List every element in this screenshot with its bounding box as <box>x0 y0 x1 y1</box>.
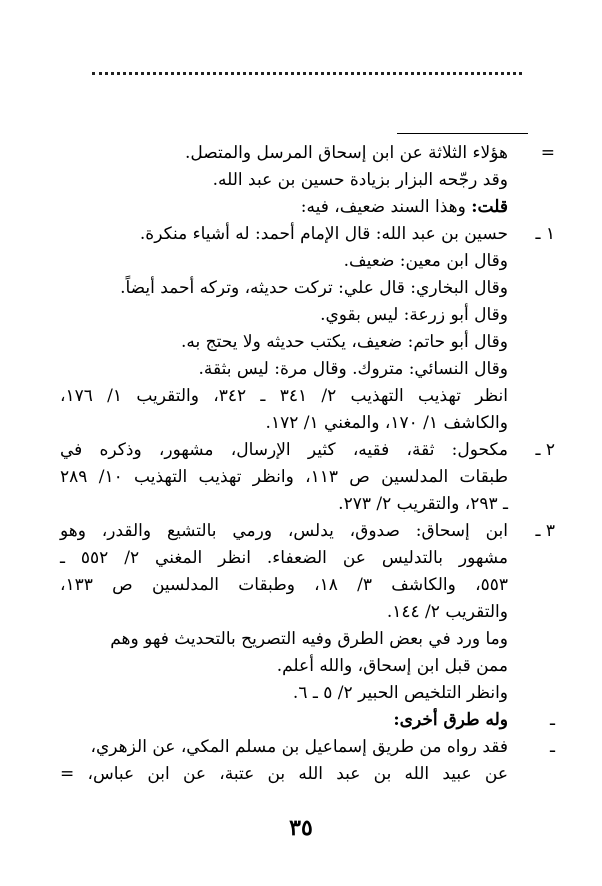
qultu-label: قلت: <box>471 197 508 217</box>
text-line: وانظر التلخيص الحبير ٢/ ٥ ـ ٦. <box>292 683 508 703</box>
item-number-1: ١ ـ <box>535 224 555 244</box>
paragraph-item-2 <box>60 437 555 518</box>
text-line: وله طرق أخرى: <box>393 710 508 730</box>
paragraph-continuation <box>60 140 555 221</box>
text-line: والتقريب ٢/ ١٤٤. <box>386 602 508 622</box>
text-line: وما ورد في بعض الطرق وفيه التصريح بالتحديث فهو وهم <box>110 629 508 649</box>
text-line: والكاشف ١/ ١٧٠، والمغني ١/ ١٧٢. <box>265 413 508 433</box>
text-line: وقال أبو حاتم: ضعيف، يكتب حديثه ولا يحتج به. <box>181 332 508 352</box>
text-line: هؤلاء الثلاثة عن ابن إسحاق المرسل والمتصل. <box>185 143 508 163</box>
text-line: طبقات المدلسين ص ١١٣، وانظر تهذيب التهذيب ١٠/ ٢٨٩ <box>60 467 508 487</box>
text-line: ٥٥٣، والكاشف ٣/ ١٨، وطبقات المدلسين ص ١٣٣، <box>60 575 508 595</box>
paragraph-other-routes <box>60 707 555 734</box>
text-line: مكحول: ثقة، فقيه، كثير الإرسال، مشهور، وذكره في <box>60 440 508 460</box>
dotted-separator <box>92 72 522 75</box>
text-line: حسين بن عبد الله: قال الإمام أحمد: له أشياء منكرة. <box>139 224 508 244</box>
text-line: ممن قبل ابن إسحاق، والله أعلم. <box>276 656 508 676</box>
text-line: ابن إسحاق: صدوق، يدلس، ورمي بالتشيع والقدر، وهو <box>60 521 508 541</box>
paragraph-item-3 <box>60 518 555 707</box>
text-line: وقد رجّحه البزار بزيادة حسين بن عبد الله. <box>212 170 508 190</box>
text-line: مشهور بالتدليس عن الضعفاء. انظر المغني ٢/ ٥٥٢ ـ <box>60 548 508 568</box>
text-span: وهذا السند ضعيف، فيه: <box>300 197 472 217</box>
item-number-2: ٢ ـ <box>535 440 555 460</box>
text-line: ـ ٢٩٣، والتقريب ٢/ ٢٧٣. <box>338 494 508 514</box>
text-line: عن عبيد الله بن عبد الله بن عتبة، عن ابن عباس، = <box>60 764 508 784</box>
continuation-marker: = <box>540 143 555 163</box>
page-number: ٣٥ <box>289 815 313 841</box>
dash-marker: ـ <box>550 737 555 757</box>
paragraph-narration <box>60 734 555 788</box>
text-line: وقال أبو زرعة: ليس بقوي. <box>320 305 508 325</box>
text-line <box>60 194 508 221</box>
text-line: وقال ابن معين: ضعيف. <box>343 251 508 271</box>
paragraph-item-1 <box>60 221 555 437</box>
item-number-3: ٣ ـ <box>535 521 555 541</box>
footnote-text <box>60 140 555 788</box>
footnote-rule <box>397 133 528 134</box>
text-line: انظر تهذيب التهذيب ٢/ ٣٤١ ـ ٣٤٢، والتقريب ١/ ١٧٦، <box>60 386 508 406</box>
dash-marker: ـ <box>550 710 555 730</box>
text-line: وقال النسائي: متروك. وقال مرة: ليس بثقة. <box>198 359 508 379</box>
text-line: وقال البخاري: قال علي: تركت حديثه، وتركه أحمد أيضاً. <box>120 278 508 298</box>
text-line: فقد رواه من طريق إسماعيل بن مسلم المكي، عن الزهري، <box>90 737 508 757</box>
